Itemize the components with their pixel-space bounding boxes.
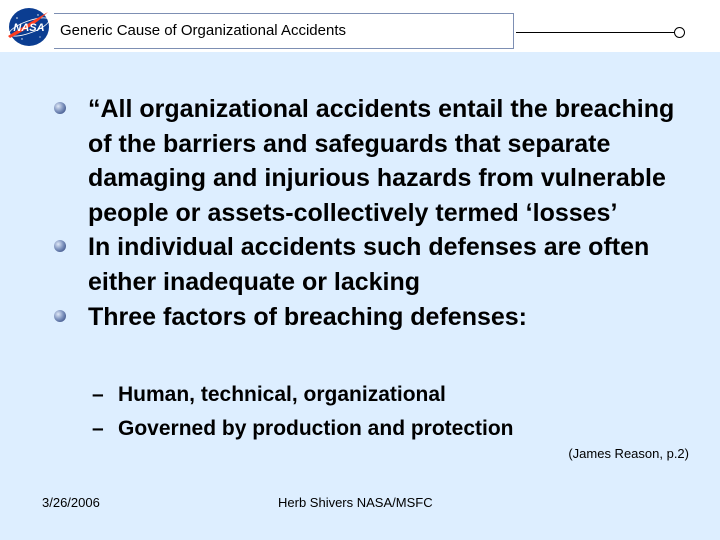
bullet-icon [54, 102, 66, 114]
bullet-icon [54, 310, 66, 322]
dash-icon: – [92, 383, 104, 406]
sub-bullet-text: Governed by production and protection [118, 417, 514, 440]
title-rule [516, 32, 676, 33]
bullet-item [52, 300, 692, 335]
bullet-icon [54, 240, 66, 252]
title-box [54, 13, 514, 49]
sub-bullet-item [92, 412, 692, 446]
sub-bullet-list [92, 378, 692, 446]
nasa-logo [4, 6, 54, 48]
sub-bullet-text: Human, technical, organizational [118, 383, 446, 406]
bullet-item [52, 92, 692, 230]
title-rule-end-dot [674, 27, 685, 38]
dash-icon: – [92, 417, 104, 440]
bullet-list [52, 92, 692, 334]
bullet-item [52, 230, 692, 299]
logo-text: NASA [13, 22, 45, 34]
footer-author: Herb Shivers NASA/MSFC [278, 495, 433, 510]
bullet-text: Three factors of breaching defenses: [88, 302, 528, 331]
footer-date: 3/26/2006 [42, 495, 100, 510]
slide-title: Generic Cause of Organizational Accidents [60, 22, 346, 39]
citation: (James Reason, p.2) [568, 446, 689, 461]
bullet-text: In individual accidents such defenses are often either inadequate or lacking [88, 233, 650, 296]
sub-bullet-item [92, 378, 692, 412]
header-bar [0, 0, 720, 52]
bullet-text: “All organizational accidents entail the breaching of the barriers and safeguards that separate damaging and injurious hazards from vulnerable people or assets-collectively termed ‘losses’ [88, 95, 675, 227]
